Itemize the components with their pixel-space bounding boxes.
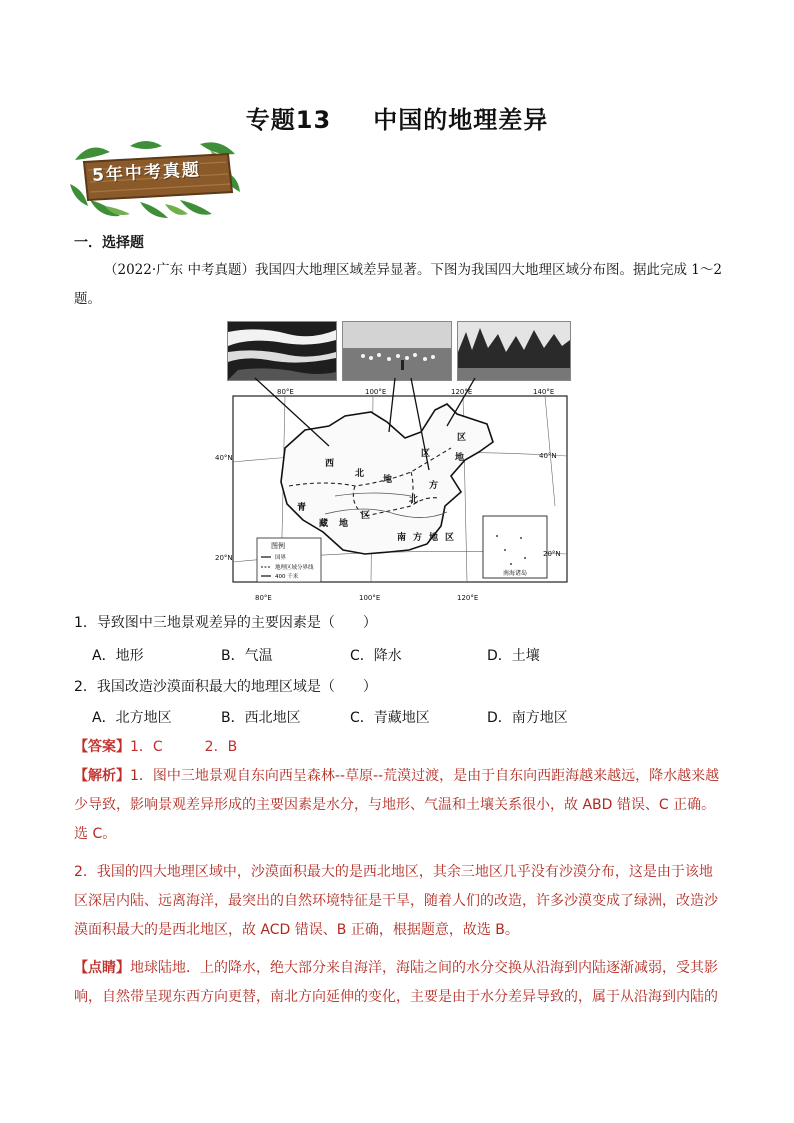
tick-label: 80°E [255, 594, 272, 602]
china-regions-map [215, 386, 575, 604]
landscape-photos [227, 321, 571, 379]
option-b[interactable]: B．气温 [221, 648, 273, 664]
region-label: 区 [361, 511, 371, 521]
legend-title: 图例 [271, 542, 285, 550]
region-label: 地 [455, 453, 465, 463]
region-label: 地 [383, 475, 393, 485]
tick-label: 100°E [365, 388, 387, 396]
option-a[interactable]: A．北方地区 [92, 710, 172, 726]
page-title [0, 100, 794, 135]
comment-paragraph [74, 954, 722, 1012]
tick-label: 140°E [533, 388, 555, 396]
badge-text: 5年中考真题 [91, 160, 202, 186]
tick-label: 40°N [539, 452, 557, 460]
question-2-options [92, 707, 712, 727]
analysis-tag: 【解析】 [74, 768, 130, 784]
answer-line [74, 736, 237, 756]
option-d[interactable]: D．土壤 [487, 648, 540, 664]
region-label: 地 [339, 519, 349, 529]
tick-label: 120°E [457, 594, 479, 602]
answer-text: 1．C 2．B [130, 739, 238, 755]
desert-photo [227, 321, 337, 381]
region-label: 区 [421, 449, 431, 459]
region-label: 地 [429, 533, 439, 543]
title-main: 中国的地理差异 [373, 106, 549, 134]
region-label: 藏 [319, 519, 329, 529]
legend-item: 国界 [275, 555, 287, 561]
tick-label: 20°N [215, 554, 233, 562]
option-c[interactable]: C．青藏地区 [350, 710, 430, 726]
region-label: 西 [325, 459, 335, 469]
region-label: 北 [409, 495, 419, 505]
tick-label: 40°N [215, 454, 233, 462]
option-c[interactable]: C．降水 [350, 648, 402, 664]
question-1-options [92, 645, 712, 665]
tick-label: 80°E [277, 388, 294, 396]
analysis-paragraph-1 [74, 762, 722, 849]
title-prefix: 专题13 [245, 106, 332, 134]
option-a[interactable]: A．地形 [92, 648, 144, 664]
region-label: 青 [297, 503, 307, 513]
answer-tag: 【答案】 [74, 739, 130, 755]
region-label: 区 [445, 533, 455, 543]
region-label: 南 [397, 533, 407, 543]
region-label: 方 [429, 481, 439, 491]
analysis-paragraph-2: 2．我国的四大地理区域中，沙漠面积最大的是西北地区，其余三地区几乎没有沙漠分布，这是由于该地区深居内陆、远离海洋，最突出的自然环境特征是干旱，随着人们的改造，许多沙漠变成了绿洲，改造沙漠面积最大的是西北地区，故 ACD 错误、B 正确，根据题意，故选 B。 [74, 864, 718, 938]
region-label: 方 [413, 533, 423, 543]
region-label: 区 [457, 433, 467, 443]
comment-text: 地球陆地．上的降水，绝大部分来自海洋，海陆之间的水分交换从沿海到内陆逐渐减弱，受其影响，自然带呈现东西方向更替，南北方向延伸的变化，主要是由于水分差异导致的，属于从沿海到内陆的 [74, 960, 718, 1005]
grassland-photo [342, 321, 452, 381]
legend-item: 400 千米 [275, 574, 299, 580]
option-d[interactable]: D．南方地区 [487, 710, 568, 726]
question-2-stem: 2．我国改造沙漠面积最大的地理区域是（ ） [74, 679, 377, 695]
tick-label: 120°E [451, 388, 473, 396]
question-intro: （2022·广东 中考真题）我国四大地理区域差异显著。下图为我国四大地理区域分布图。据此完成 1～2 题。 [74, 262, 722, 307]
section-heading: 一．选择题 [74, 235, 144, 251]
question-1-stem: 1．导致图中三地景观差异的主要因素是（ ） [74, 615, 377, 631]
forest-photo [457, 321, 571, 381]
inset-label: 南海诸岛 [502, 570, 528, 577]
tick-label: 20°N [543, 550, 561, 558]
analysis-text-1: 1．图中三地景观自东向西呈森林--草原--荒漠过渡，是由于自东向西距海越来越远，降水越来越少导致，影响景观差异形成的主要因素是水分，与地形、气温和土壤关系很小，故 ABD 错误、C 正确。选 C。 [74, 768, 720, 842]
option-b[interactable]: B．西北地区 [221, 710, 301, 726]
tick-label: 100°E [359, 594, 381, 602]
comment-tag: 【点睛】 [74, 960, 130, 976]
region-label: 北 [355, 469, 365, 479]
legend-item: 地理区域分界线 [275, 565, 314, 571]
